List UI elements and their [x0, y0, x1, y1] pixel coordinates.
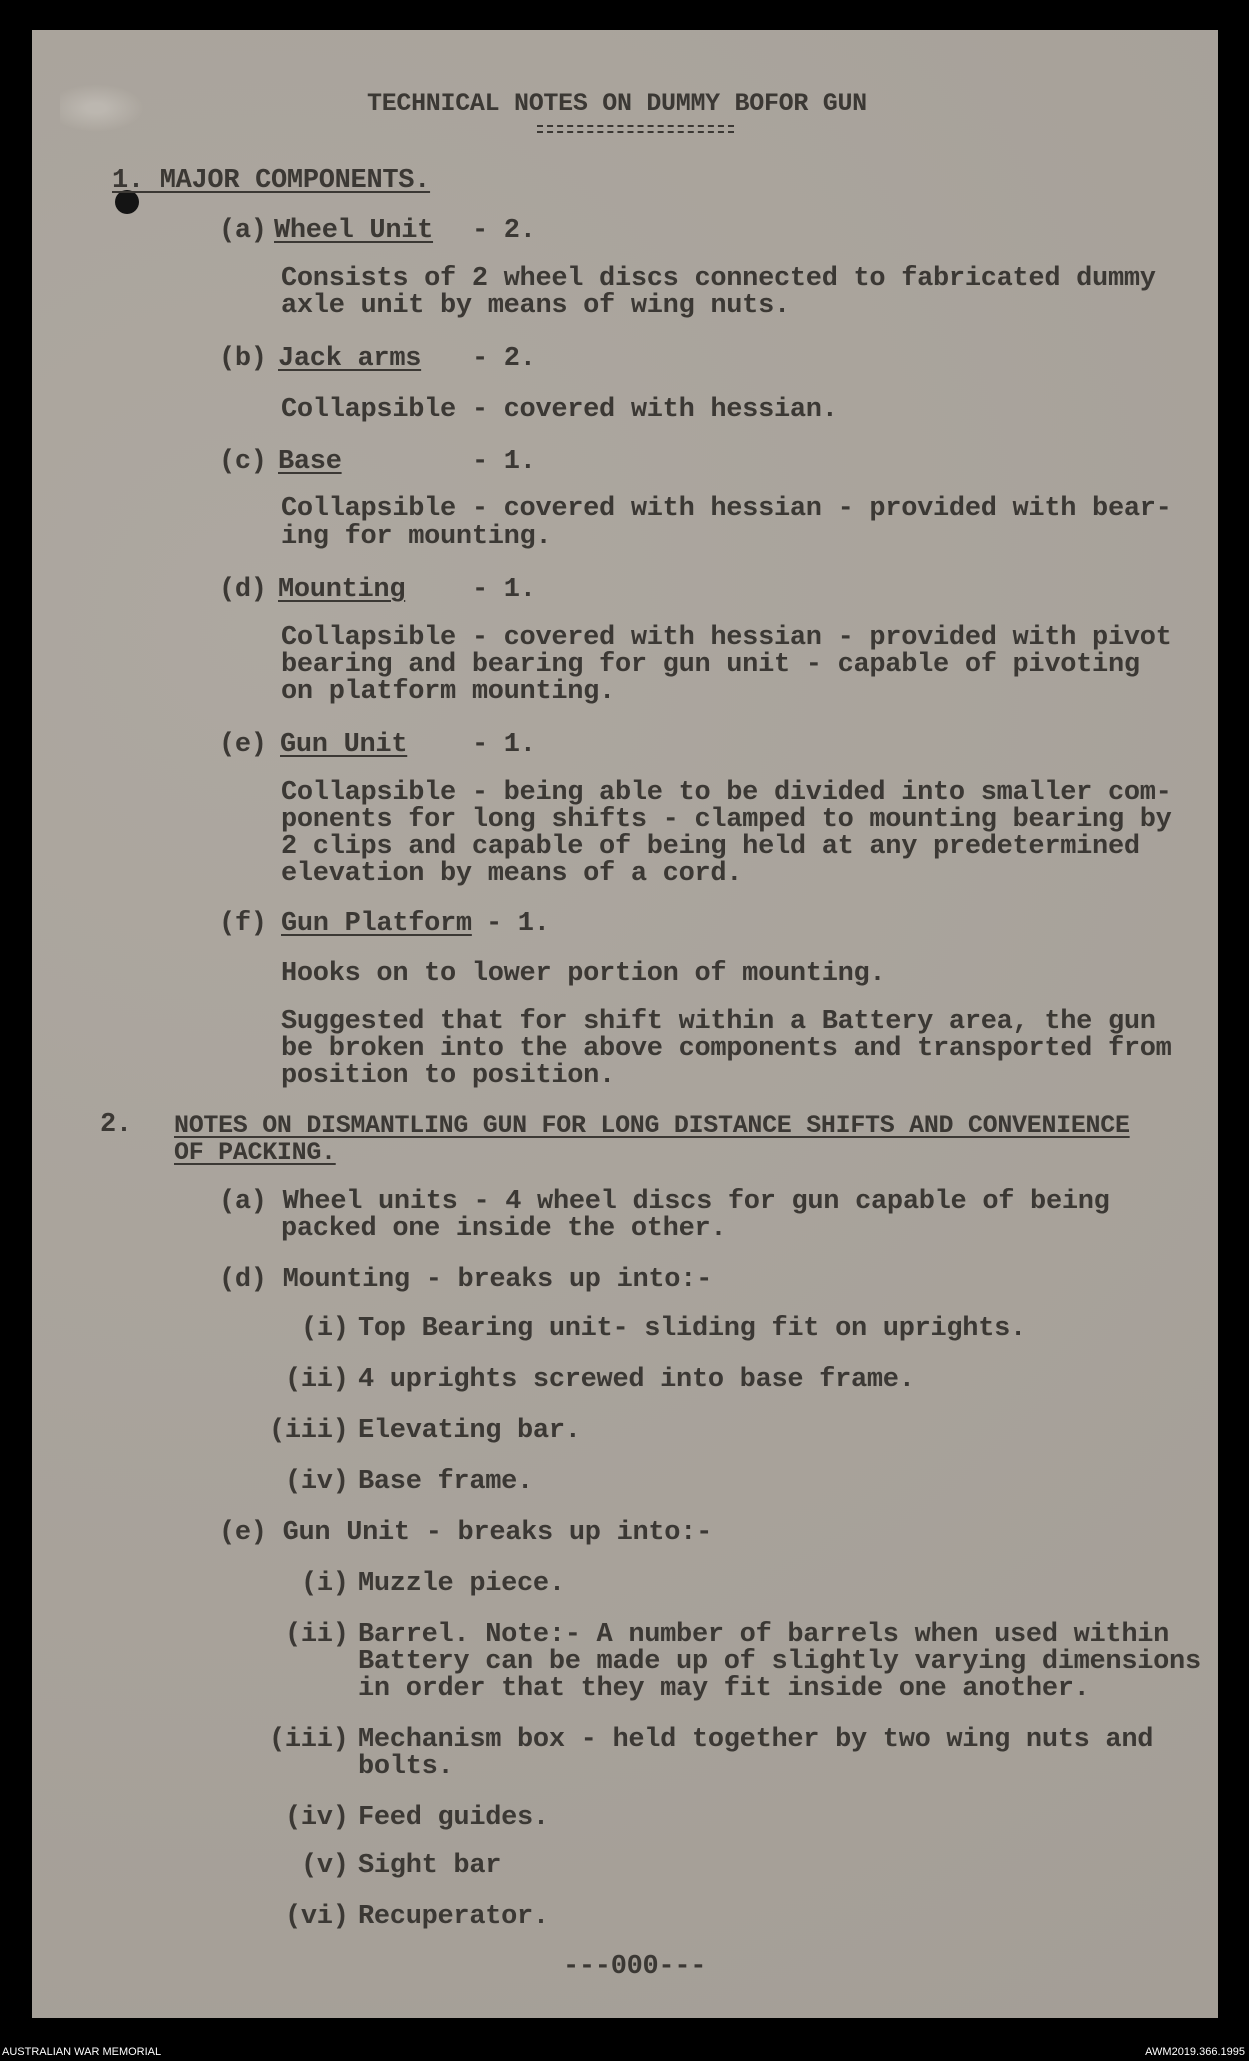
- sub-text: bolts.: [358, 1752, 454, 1782]
- section2-item-d: (d) Mounting - breaks up into:-: [219, 1265, 712, 1295]
- item-a-name: Wheel Unit: [274, 216, 434, 246]
- section2-item-a-cont: packed one inside the other.: [281, 1214, 727, 1244]
- title-underline: [537, 125, 734, 133]
- sub-text: Base frame.: [358, 1467, 533, 1497]
- item-a-qty: - 2.: [472, 216, 536, 246]
- item-b-desc-line: Collapsible - covered with hessian.: [281, 395, 838, 425]
- item-b-letter: (b): [219, 344, 267, 374]
- end-mark: ---000---: [563, 1952, 707, 1982]
- suggestion-line: Suggested that for shift within a Battery area, the gun: [281, 1007, 1156, 1037]
- item-e-desc-line: elevation by means of a cord.: [281, 859, 743, 889]
- paper-smudge: [60, 80, 180, 150]
- sub-num: (ii): [285, 1620, 349, 1650]
- item-c-desc-line: Collapsible - covered with hessian - provided with bear-: [281, 494, 1172, 524]
- sub-num: (i): [301, 1314, 349, 1344]
- item-b-name: Jack arms: [278, 344, 422, 374]
- sub-text: Elevating bar.: [358, 1416, 581, 1446]
- item-c-letter: (c): [219, 447, 267, 477]
- item-e-desc-line: ponents for long shifts - clamped to mounting bearing by: [281, 805, 1172, 835]
- item-a-letter: (a): [219, 216, 267, 246]
- sub-text: Feed guides.: [358, 1803, 549, 1833]
- sub-text: Recuperator.: [358, 1902, 549, 1932]
- item-d-letter: (d): [219, 575, 267, 605]
- item-d-desc-line: on platform mounting.: [281, 677, 615, 707]
- item-d-desc-line: Collapsible - covered with hessian - provided with pivot: [281, 623, 1172, 653]
- item-f-qty: - 1.: [486, 909, 550, 939]
- section2-item-e: (e) Gun Unit - breaks up into:-: [219, 1518, 712, 1548]
- item-f-letter: (f): [219, 909, 267, 939]
- sub-text: Battery can be made up of slightly varying dimensions: [358, 1647, 1201, 1677]
- section2-heading-line: OF PACKING.: [174, 1138, 336, 1167]
- section2-heading-line: NOTES ON DISMANTLING GUN FOR LONG DISTANCE SHIFTS AND CONVENIENCE: [174, 1111, 1130, 1140]
- sub-num: (iii): [269, 1416, 349, 1446]
- item-a-desc-line: Consists of 2 wheel discs connected to fabricated dummy: [281, 264, 1156, 294]
- sub-text: Top Bearing unit- sliding fit on uprights.: [358, 1314, 1026, 1344]
- suggestion-line: position to position.: [281, 1061, 615, 1091]
- section2-item-a: (a) Wheel units - 4 wheel discs for gun capable of being: [219, 1187, 1110, 1217]
- item-c-qty: - 1.: [472, 447, 536, 477]
- sub-text: 4 uprights screwed into base frame.: [358, 1365, 915, 1395]
- item-c-desc-line: ing for mounting.: [281, 522, 552, 552]
- sub-text: Muzzle piece.: [358, 1569, 565, 1599]
- item-a-desc-line: axle unit by means of wing nuts.: [281, 291, 790, 321]
- footer-accession: AWM2019.366.1995: [1145, 2046, 1245, 2058]
- sub-text: Sight bar: [358, 1851, 502, 1881]
- sub-num: (iv): [285, 1467, 349, 1497]
- item-e-name: Gun Unit: [280, 730, 408, 760]
- sub-num: (vi): [285, 1902, 349, 1932]
- item-d-desc-line: bearing and bearing for gun unit - capable of pivoting: [281, 650, 1140, 680]
- item-e-letter: (e): [219, 730, 267, 760]
- footer-credit: AUSTRALIAN WAR MEMORIAL: [2, 2046, 162, 2058]
- item-d-name: Mounting: [278, 575, 406, 605]
- sub-text: Barrel. Note:- A number of barrels when used within: [358, 1620, 1170, 1650]
- item-e-desc-line: 2 clips and capable of being held at any predetermined: [281, 832, 1140, 862]
- sub-num: (iv): [285, 1803, 349, 1833]
- sub-num: (iii): [269, 1725, 349, 1755]
- item-c-name: Base: [278, 447, 342, 477]
- item-e-desc-line: Collapsible - being able to be divided into smaller com-: [281, 778, 1172, 808]
- sub-num: (i): [301, 1569, 349, 1599]
- item-e-qty: - 1.: [472, 730, 536, 760]
- suggestion-line: be broken into the above components and transported from: [281, 1034, 1172, 1064]
- sub-text: in order that they may fit inside one another.: [358, 1674, 1090, 1704]
- sub-text: Mechanism box - held together by two wing nuts and: [358, 1725, 1154, 1755]
- item-d-qty: - 1.: [472, 575, 536, 605]
- sub-num: (v): [301, 1851, 349, 1881]
- section2-number: 2.: [100, 1110, 132, 1140]
- sub-num: (ii): [285, 1365, 349, 1395]
- document-title: TECHNICAL NOTES ON DUMMY BOFOR GUN: [367, 89, 867, 118]
- section1-heading: 1. MAJOR COMPONENTS.: [112, 166, 431, 196]
- item-b-qty: - 2.: [472, 344, 536, 374]
- item-f-name: Gun Platform: [281, 909, 472, 939]
- item-f-desc-line: Hooks on to lower portion of mounting.: [281, 959, 886, 989]
